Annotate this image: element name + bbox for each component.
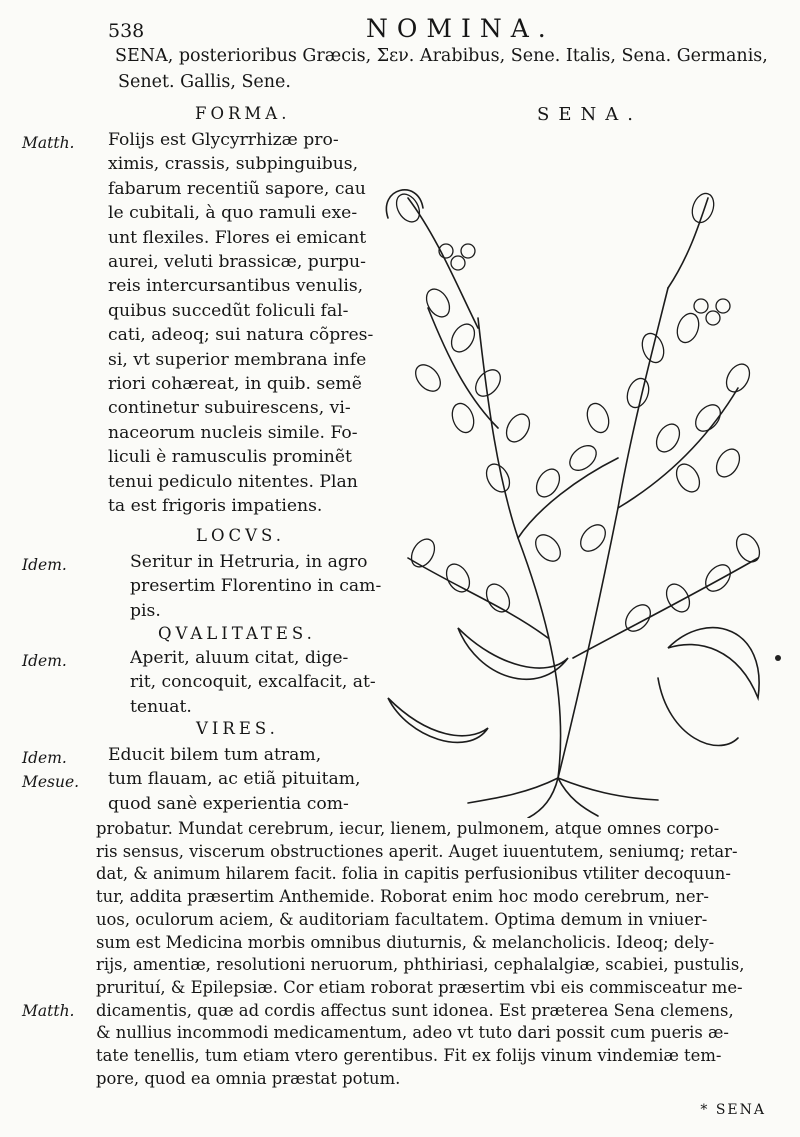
text-line: dat, & animum hilarem facit. folia in capitis perfusionibus vtiliter decoquun- bbox=[96, 864, 731, 884]
leaf-cluster bbox=[392, 190, 764, 636]
seed-pod bbox=[668, 628, 759, 698]
text-line: naceorum nucleis simile. Fo- bbox=[108, 422, 358, 443]
vires-continuation bbox=[96, 818, 772, 1090]
text-line: fabarum recentiũ sapore, cau bbox=[108, 178, 366, 199]
locus-paragraph bbox=[130, 550, 396, 623]
margin-note-idem: Idem. bbox=[22, 556, 67, 574]
text-line: le cubitali, à quo ramuli exe- bbox=[108, 203, 358, 224]
branch bbox=[428, 308, 498, 428]
text-line: cati, adeoq; sui natura cõpres- bbox=[108, 325, 374, 346]
text-line: Seritur in Hetruria, in agro bbox=[130, 552, 368, 572]
root bbox=[558, 778, 598, 816]
text-line: Folijs est Glycyrrhizæ pro- bbox=[108, 130, 339, 150]
page-header bbox=[108, 14, 778, 44]
text-line: liculi è ramusculis prominẽt bbox=[108, 447, 352, 468]
margin-note-matth: Matth. bbox=[22, 1002, 75, 1020]
heading-forma: FORMA. bbox=[195, 104, 291, 123]
text-line: ta est frigoris impatiens. bbox=[108, 496, 323, 517]
text-line: tenui pediculo nitentes. Plan bbox=[108, 471, 358, 492]
text-line: tur, addita præsertim Anthemide. Roborat enim hoc modo cerebrum, ner- bbox=[96, 887, 709, 907]
text-line: rit, concoquit, excalfacit, at- bbox=[130, 672, 376, 693]
text-line: tate tenellis, tum etiam vtero gerentibus. Fit ex folijs vinum vindemiæ tem- bbox=[96, 1046, 722, 1066]
text-line: probatur. Mundat cerebrum, iecur, lienem, pulmonem, atque omnes corpo- bbox=[96, 819, 720, 838]
margin-note-idem: Idem. bbox=[22, 652, 67, 670]
text-line: pore, quod ea omnia præstat potum. bbox=[96, 1068, 401, 1088]
text-line: si, vt superior membrana infe bbox=[108, 349, 367, 370]
vires-paragraph bbox=[108, 743, 374, 816]
heading-locus: LOCVS. bbox=[196, 526, 285, 545]
catchword: * SENA bbox=[700, 1102, 766, 1118]
seed-pod bbox=[658, 678, 738, 746]
text-line: tum flauam, ac etiã pituitam, bbox=[108, 769, 361, 790]
names-line-2: Senet. Gallis, Sene. bbox=[118, 72, 291, 92]
text-line: quibus succedũt foliculi fal- bbox=[108, 300, 349, 321]
text-line: presertim Florentino in cam- bbox=[130, 576, 382, 597]
heading-qualitates: QVALITATES. bbox=[158, 624, 316, 643]
branch bbox=[618, 388, 738, 508]
text-line: aurei, veluti brassicæ, purpu- bbox=[108, 252, 366, 273]
root bbox=[558, 778, 658, 800]
text-line: pis. bbox=[130, 600, 161, 621]
text-line: riori cohæreat, in quib. semẽ bbox=[108, 374, 362, 395]
illustration-title: SENA. bbox=[537, 104, 642, 125]
qualitates-paragraph bbox=[130, 646, 396, 719]
text-line: ximis, crassis, subpinguibus, bbox=[108, 154, 359, 175]
text-line: rijs, amentiæ, resolutioni neruorum, phthiriasi, cephalalgiæ, scabiei, pustulis, bbox=[96, 955, 745, 975]
page-number: 538 bbox=[108, 20, 145, 42]
running-head: NOMINA. bbox=[366, 14, 555, 43]
text-line: sum est Medicina morbis omnibus diuturnis, & melancholicis. Ideoq; dely- bbox=[96, 932, 715, 952]
text-line: ris sensus, viscerum obstructiones aperit. Auget iuuentutem, seniumq; retar- bbox=[96, 841, 738, 861]
seed-pod bbox=[388, 698, 488, 742]
root bbox=[468, 778, 558, 803]
names-line-1: SENA, posterioribus Græcis, Σεν. Arabibus, Sene. Italis, Sena. Germanis, bbox=[115, 46, 768, 66]
text-line: Educit bilem tum atram, bbox=[108, 745, 322, 765]
branch bbox=[668, 198, 708, 288]
heading-vires: VIRES. bbox=[196, 719, 279, 738]
margin-note-idem: Idem. bbox=[22, 749, 67, 767]
text-line: unt flexiles. Flores ei emicant bbox=[108, 227, 367, 248]
forma-paragraph bbox=[108, 128, 374, 519]
text-line: uos, oculorum aciem, & auditoriam facultatem. Optima demum in vniuer- bbox=[96, 909, 708, 929]
main-stem bbox=[478, 318, 561, 778]
text-line: quod sanè experientia com- bbox=[108, 793, 349, 814]
text-line: tenuat. bbox=[130, 696, 192, 717]
text-line: Aperit, aluum citat, dige- bbox=[130, 648, 349, 668]
text-line: reis intercursantibus venulis, bbox=[108, 276, 364, 297]
margin-note-matth: Matth. bbox=[22, 134, 75, 152]
text-line: dicamentis, quæ ad cordis affectus sunt idonea. Est præterea Sena clemens, bbox=[96, 1000, 734, 1020]
text-line: & nullius incommodi medicamentum, adeo vt tuto dari possit cum pueris æ- bbox=[96, 1023, 729, 1043]
branch bbox=[408, 558, 548, 638]
senna-plant-illustration bbox=[368, 178, 786, 818]
text-line: prurituí, & Epilepsiæ. Cor etiam roborat præsertim vbi eis commisceatur me- bbox=[96, 977, 743, 997]
margin-note-mesue: Mesue. bbox=[22, 773, 80, 791]
text-line: continetur subuirescens, vi- bbox=[108, 398, 351, 419]
